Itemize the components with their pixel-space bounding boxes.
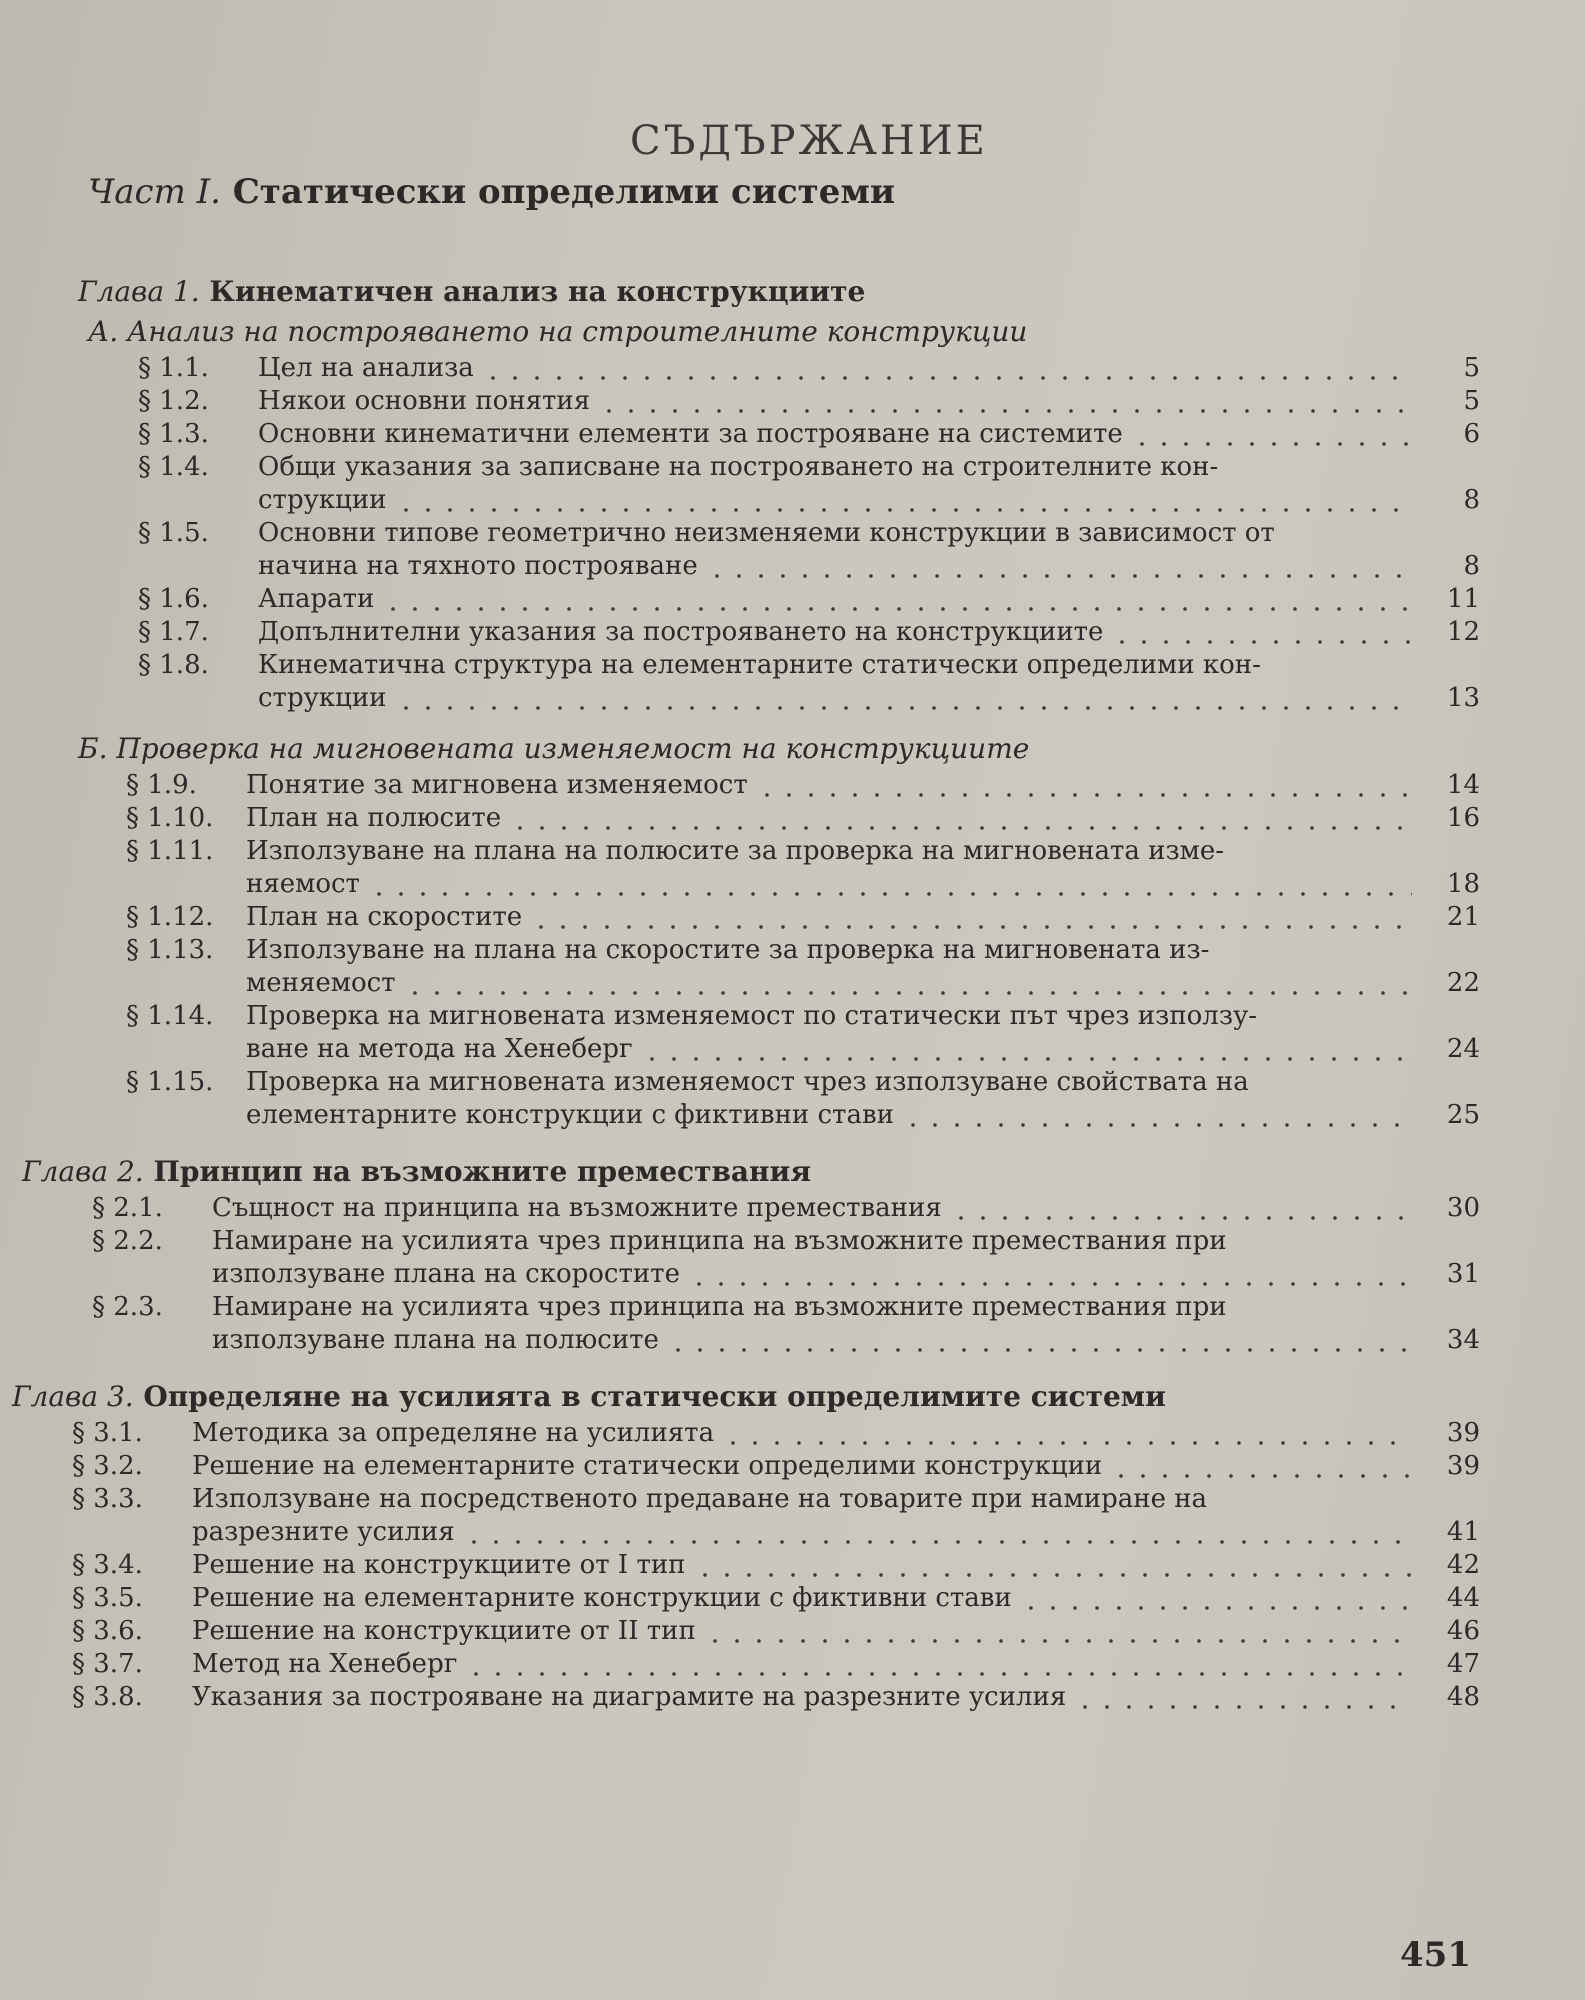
chapter-label: Глава 2.	[22, 1155, 144, 1188]
toc-entry	[12, 1615, 1480, 1648]
section-number: § 1.2.	[138, 386, 209, 416]
chapter-block	[78, 272, 1480, 1132]
section-number: § 2.3.	[92, 1292, 163, 1322]
entry-title	[212, 1225, 1420, 1291]
page-ref: 11	[1446, 584, 1480, 614]
toc-entry	[12, 1450, 1480, 1483]
entry-line	[246, 868, 1420, 901]
toc-entry	[12, 1582, 1480, 1615]
dot-leader	[641, 1033, 1412, 1066]
section-number: § 3.1.	[72, 1418, 143, 1448]
entry-title	[246, 934, 1420, 1000]
toc-entry	[78, 901, 1480, 934]
entry-line-text: План на скоростите	[246, 902, 523, 932]
toc-entry	[78, 583, 1480, 616]
section-heading: А. Анализ на построяването на строителните конструкции	[88, 315, 1028, 348]
entry-line-text: Методика за определяне на усилията	[192, 1418, 715, 1448]
page-ref: 39	[1446, 1418, 1480, 1448]
entry-line	[212, 1291, 1420, 1324]
entry-line	[258, 550, 1420, 583]
section-number: § 3.7.	[72, 1649, 143, 1679]
section-number: § 2.1.	[92, 1193, 163, 1223]
section-number: § 3.8.	[72, 1682, 143, 1712]
entry-title	[258, 616, 1420, 649]
entry-line-text: Основни кинематични елементи за построяване на системите	[258, 419, 1123, 449]
chapter-label: Глава 3.	[12, 1380, 134, 1413]
entry-line-text: План на полюсите	[246, 803, 502, 833]
entry-line	[258, 517, 1420, 550]
entry-line	[212, 1225, 1420, 1258]
page-ref: 6	[1463, 419, 1480, 449]
toc-entry	[78, 451, 1480, 517]
page-ref: 18	[1446, 869, 1480, 899]
page-ref: 13	[1446, 683, 1480, 713]
entry-title	[258, 418, 1420, 451]
entry-title	[258, 385, 1420, 418]
dot-leader	[482, 352, 1412, 385]
entry-line-text: меняемост	[246, 968, 396, 998]
entry-line	[246, 1066, 1420, 1099]
page-ref: 8	[1463, 485, 1480, 515]
section-number: § 1.14.	[126, 1001, 214, 1031]
page-ref: 16	[1446, 803, 1480, 833]
entry-line	[192, 1615, 1420, 1648]
entry-line	[246, 1033, 1420, 1066]
part-title: Статически определими системи	[232, 172, 896, 212]
toc-entry	[78, 649, 1480, 715]
entry-line	[192, 1549, 1420, 1582]
entry-line	[246, 901, 1420, 934]
entry-line-text: Решение на елементарните статически определими конструкции	[192, 1451, 1103, 1481]
entry-line-text: Решение на елементарните конструкции с фиктивни стави	[192, 1583, 1012, 1613]
entry-line	[246, 967, 1420, 1000]
section-number: § 1.7.	[138, 617, 209, 647]
entry-line	[246, 835, 1420, 868]
entry-title	[192, 1648, 1420, 1681]
entry-line-text: Общи указания за записване на построяването на строителните кон-	[258, 452, 1219, 482]
entry-line	[246, 802, 1420, 835]
section-number: § 1.13.	[126, 935, 214, 965]
dot-leader	[706, 550, 1412, 583]
entry-title	[258, 352, 1420, 385]
section-number: § 2.2.	[92, 1226, 163, 1256]
toc-entry	[78, 385, 1480, 418]
entry-line	[192, 1681, 1420, 1714]
section-number: § 1.11.	[126, 836, 214, 866]
entry-title	[258, 517, 1420, 583]
entry-line	[246, 1000, 1420, 1033]
section-heading: Б. Проверка на мигновената изменяемост на конструкциите	[78, 732, 1030, 765]
entry-title	[246, 802, 1420, 835]
entry-line	[246, 1099, 1420, 1132]
part-heading	[88, 172, 1585, 272]
entry-line-text: Понятие за мигновена изменяемост	[246, 770, 748, 800]
page-ref: 5	[1463, 353, 1480, 383]
chapter-block	[22, 1152, 1480, 1357]
entry-line-text: Използуване на посредственото предаване на товарите при намиране на	[192, 1484, 1208, 1514]
dot-leader	[1020, 1582, 1412, 1615]
toc-entry	[78, 1066, 1480, 1132]
page-ref: 44	[1446, 1583, 1480, 1613]
dot-leader	[1074, 1681, 1412, 1714]
toc-entry	[22, 1225, 1480, 1291]
section-number: § 1.15.	[126, 1067, 214, 1097]
page-ref: 12	[1446, 617, 1480, 647]
entry-title	[212, 1192, 1420, 1225]
entry-line	[246, 934, 1420, 967]
entry-title	[192, 1417, 1420, 1450]
chapter-block	[12, 1377, 1480, 1714]
entry-line-text: Указания за построяване на диаграмите на разрезните усилия	[192, 1682, 1067, 1712]
dot-leader	[598, 385, 1412, 418]
toc-entry	[78, 616, 1480, 649]
toc-entry	[12, 1681, 1480, 1714]
page-ref: 41	[1446, 1517, 1480, 1547]
page-ref: 48	[1446, 1682, 1480, 1712]
entry-title	[246, 901, 1420, 934]
entry-line	[192, 1648, 1420, 1681]
dot-leader	[368, 868, 1412, 901]
toc-entry	[22, 1192, 1480, 1225]
entry-line-text: ване на метода на Хенеберг	[246, 1034, 633, 1064]
entry-line-text: Същност на принципа на възможните премествания	[212, 1193, 942, 1223]
toc-entry	[12, 1648, 1480, 1681]
dot-leader	[404, 967, 1412, 1000]
entry-title	[192, 1582, 1420, 1615]
entry-line	[212, 1324, 1420, 1357]
section-number: § 3.6.	[72, 1616, 143, 1646]
entry-line-text: Проверка на мигновената изменяемост чрез използуване свойствата на	[246, 1067, 1249, 1097]
page-ref: 8	[1463, 551, 1480, 581]
section-number: § 1.3.	[138, 419, 209, 449]
dot-leader	[704, 1615, 1412, 1648]
dot-leader	[382, 583, 1412, 616]
page-ref: 24	[1446, 1034, 1480, 1064]
dot-leader	[688, 1258, 1412, 1291]
section-number: § 1.8.	[138, 650, 209, 680]
page-ref: 25	[1446, 1100, 1480, 1130]
page-ref: 22	[1446, 968, 1480, 998]
dot-leader	[395, 484, 1412, 517]
toc-entry	[78, 835, 1480, 901]
entry-title	[258, 649, 1420, 715]
chapter-title: Принцип на възможните премествания	[153, 1155, 811, 1188]
section-number: § 1.12.	[126, 902, 214, 932]
toc-entry	[22, 1291, 1480, 1357]
page-ref: 42	[1446, 1550, 1480, 1580]
entry-line	[258, 418, 1420, 451]
toc-entry	[78, 1000, 1480, 1066]
entry-title	[246, 769, 1420, 802]
entry-line-text: Решение на конструкциите от I тип	[192, 1550, 686, 1580]
toc-entry	[78, 934, 1480, 1000]
dot-leader	[722, 1417, 1412, 1450]
entry-title	[192, 1450, 1420, 1483]
section-number: § 3.3.	[72, 1484, 143, 1514]
entry-line-text: струкции	[258, 485, 387, 515]
section-number: § 1.5.	[138, 518, 209, 548]
dot-leader	[395, 682, 1412, 715]
entry-line	[258, 484, 1420, 517]
entry-line	[258, 616, 1420, 649]
entry-line	[246, 769, 1420, 802]
chapter-title: Кинематичен анализ на конструкциите	[209, 275, 866, 308]
entry-line-text: използуване плана на полюсите	[212, 1325, 659, 1355]
entry-line-text: Някои основни понятия	[258, 386, 591, 416]
toc-entry	[12, 1417, 1480, 1450]
entry-line-text: Намиране на усилията чрез принципа на възможните премествания при	[212, 1226, 1227, 1256]
entry-title	[246, 1000, 1420, 1066]
dot-leader	[694, 1549, 1412, 1582]
chapter-heading	[12, 1377, 1480, 1417]
section-number: § 1.4.	[138, 452, 209, 482]
dot-leader	[902, 1099, 1412, 1132]
entry-line-text: Използуване на плана на полюсите за проверка на мигновената изме-	[246, 836, 1225, 866]
page-ref: 21	[1446, 902, 1480, 932]
contents-title: СЪДЪРЖАНИЕ	[630, 118, 988, 164]
entry-line-text: Апарати	[258, 584, 375, 614]
page-number: 451	[1400, 1935, 1471, 1975]
part-label: Част I.	[88, 172, 221, 212]
page-ref: 34	[1446, 1325, 1480, 1355]
entry-title	[246, 835, 1420, 901]
entry-title	[192, 1681, 1420, 1714]
entry-title	[258, 451, 1420, 517]
table-of-contents	[0, 272, 1480, 1714]
page-ref: 39	[1446, 1451, 1480, 1481]
chapter-heading	[22, 1152, 1480, 1192]
entry-line-text: Решение на конструкциите от II тип	[192, 1616, 696, 1646]
entry-line	[192, 1417, 1420, 1450]
entry-line	[258, 451, 1420, 484]
entry-line-text: Кинематична структура на елементарните статически определими кон-	[258, 650, 1261, 680]
entry-line-text: Цел на анализа	[258, 353, 474, 383]
entry-line	[212, 1192, 1420, 1225]
entry-line	[192, 1582, 1420, 1615]
page-ref: 47	[1446, 1649, 1480, 1679]
page-ref: 30	[1446, 1193, 1480, 1223]
section-number: § 3.4.	[72, 1550, 143, 1580]
entry-title	[258, 583, 1420, 616]
entry-line-text: Използуване на плана на скоростите за проверка на мигновената из-	[246, 935, 1210, 965]
page-ref: 14	[1446, 770, 1480, 800]
entry-line-text: Допълнителни указания за построяването на конструкциите	[258, 617, 1104, 647]
section-number: § 1.1.	[138, 353, 209, 383]
section-number: § 3.2.	[72, 1451, 143, 1481]
section-number: § 1.9.	[126, 770, 197, 800]
page-ref: 46	[1446, 1616, 1480, 1646]
entry-line	[192, 1483, 1420, 1516]
toc-entry	[78, 352, 1480, 385]
dot-leader	[530, 901, 1412, 934]
dot-leader	[465, 1648, 1412, 1681]
entry-title	[246, 1066, 1420, 1132]
dot-leader	[756, 769, 1412, 802]
page-ref: 5	[1463, 386, 1480, 416]
entry-line	[258, 385, 1420, 418]
entry-line-text: Основни типове геометрично неизменяеми конструкции в зависимост от	[258, 518, 1275, 548]
entry-line-text: начина на тяхното построяване	[258, 551, 698, 581]
toc-entry	[12, 1549, 1480, 1582]
dot-leader	[1131, 418, 1412, 451]
entry-line	[258, 649, 1420, 682]
entry-title	[192, 1615, 1420, 1648]
section-number: § 3.5.	[72, 1583, 143, 1613]
section-number: § 1.6.	[138, 584, 209, 614]
entry-line	[258, 682, 1420, 715]
entry-title	[192, 1549, 1420, 1582]
chapter-label: Глава 1.	[78, 275, 200, 308]
chapter-title: Определяне на усилията в статически определимите системи	[143, 1380, 1166, 1413]
entry-line-text: няемост	[246, 869, 360, 899]
entry-line-text: Проверка на мигновената изменяемост по статически път чрез използу-	[246, 1001, 1258, 1031]
toc-entry	[78, 418, 1480, 451]
toc-entry	[78, 517, 1480, 583]
entry-line-text: Метод на Хенеберг	[192, 1649, 458, 1679]
dot-leader	[509, 802, 1412, 835]
entry-line	[192, 1450, 1420, 1483]
entry-line	[192, 1516, 1420, 1549]
dot-leader	[1111, 616, 1412, 649]
dot-leader	[667, 1324, 1412, 1357]
entry-line-text: използуване плана на скоростите	[212, 1259, 680, 1289]
toc-entry	[78, 769, 1480, 802]
dot-leader	[950, 1192, 1412, 1225]
entry-line-text: Намиране на усилията чрез принципа на възможните премествания при	[212, 1292, 1227, 1322]
entry-line-text: елементарните конструкции с фиктивни стави	[246, 1100, 894, 1130]
entry-line-text: струкции	[258, 683, 387, 713]
section-number: § 1.10.	[126, 803, 214, 833]
dot-leader	[1110, 1450, 1412, 1483]
entry-line	[258, 583, 1420, 616]
toc-entry	[12, 1483, 1480, 1549]
dot-leader	[463, 1516, 1412, 1549]
entry-line	[258, 352, 1420, 385]
page-ref: 31	[1446, 1259, 1480, 1289]
entry-line-text: разрезните усилия	[192, 1517, 455, 1547]
chapter-heading	[78, 272, 1480, 312]
entry-title	[192, 1483, 1420, 1549]
entry-line	[212, 1258, 1420, 1291]
toc-entry	[78, 802, 1480, 835]
entry-title	[212, 1291, 1420, 1357]
